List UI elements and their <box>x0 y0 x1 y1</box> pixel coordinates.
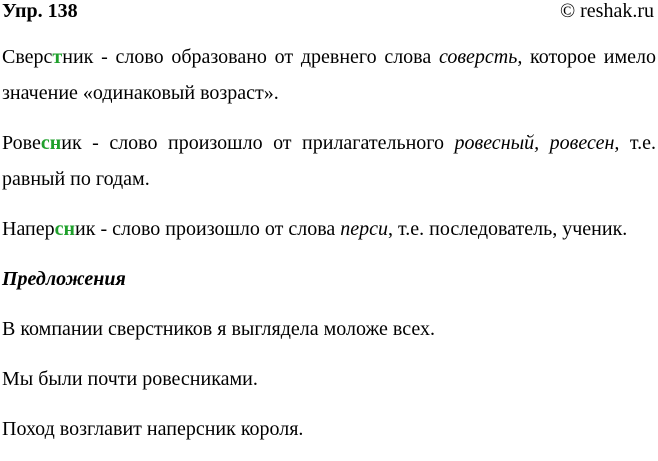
exercise-title: Упр. 138 <box>2 0 78 22</box>
explanation-text: - слово произошло от слова <box>95 218 341 240</box>
explanation-text: - слово произошло от прилагательного <box>81 132 455 154</box>
word-part: ик <box>75 218 96 240</box>
word-part: ник <box>62 46 94 68</box>
highlighted-letters: сн <box>40 132 62 154</box>
word-part: Сверс <box>2 46 53 68</box>
page-header <box>2 0 654 22</box>
highlighted-letters: сн <box>54 218 76 240</box>
site-credit: © reshak.ru <box>559 0 654 22</box>
example-sentence: В компании сверстников я выглядела моложе всех. <box>2 318 435 340</box>
sentences-heading: Предложения <box>2 268 126 290</box>
highlighted-letters: т <box>52 46 63 68</box>
explanation-text: - слово образовано от древнего слова <box>93 46 439 68</box>
word-part: Рове <box>2 132 41 154</box>
source-word: соверсть, <box>438 46 523 68</box>
example-sentence: Мы были почти ровесниками. <box>2 368 258 390</box>
source-word: перси <box>340 218 389 240</box>
explanation-text: т.е. равный по годам. <box>2 132 656 190</box>
word-part: ик <box>61 132 82 154</box>
word-explanation-sverstnik <box>2 39 656 111</box>
word-part: Напер <box>2 218 55 240</box>
explanation-text: , т.е. последователь, ученик. <box>388 218 628 240</box>
source-word: ровесный, ровесен, <box>454 132 620 154</box>
document-body <box>2 39 656 461</box>
word-explanation-napersnik <box>2 211 656 247</box>
word-explanation-rovesnik <box>2 125 656 197</box>
explanation-text: которое имело значение «одинаковый возраст». <box>2 46 656 104</box>
example-sentence: Поход возглавит наперсник короля. <box>2 418 304 440</box>
